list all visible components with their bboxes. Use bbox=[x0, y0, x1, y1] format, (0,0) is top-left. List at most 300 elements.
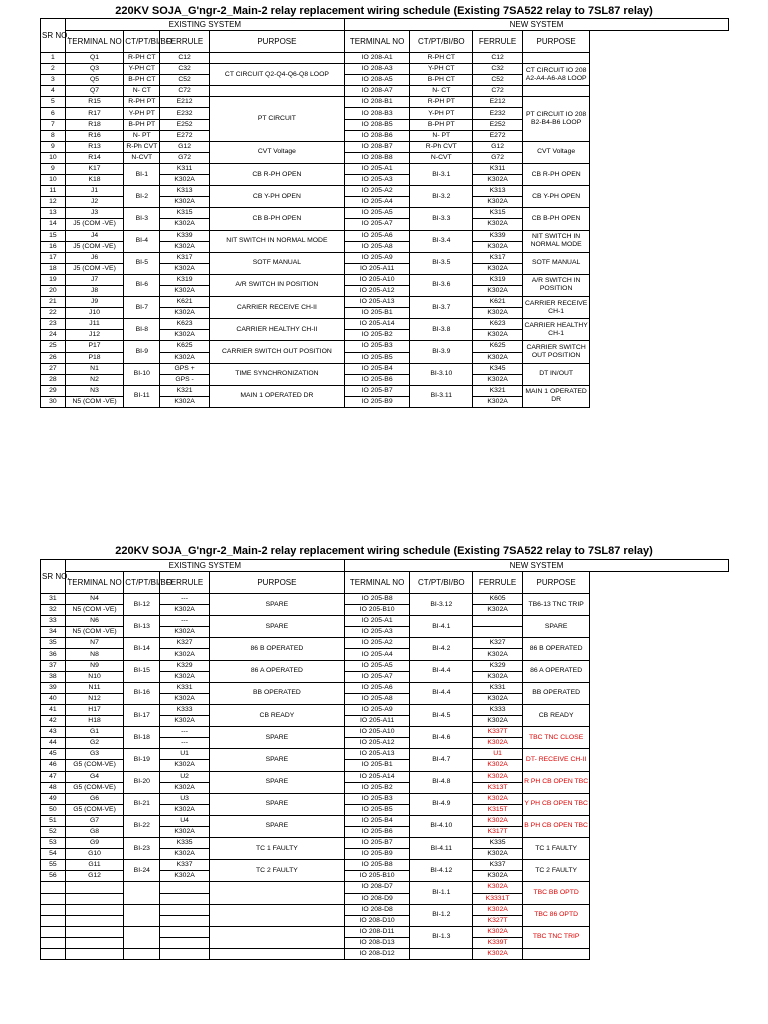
ferrule-cell: K335 bbox=[160, 838, 210, 849]
wiring-schedule-table-1 bbox=[40, 18, 729, 408]
new-ct-pt-cell: N-CVT bbox=[410, 152, 473, 163]
new-ferrule-cell: K302A bbox=[473, 949, 523, 960]
terminal-no-cell: G6 bbox=[65, 793, 124, 804]
sr-no-cell: 43 bbox=[41, 727, 66, 738]
ferrule-cell: K302A bbox=[160, 649, 210, 660]
ferrule-cell: K302A bbox=[160, 849, 210, 860]
new-terminal-no-cell: IO 205-B4 bbox=[344, 363, 409, 374]
new-ferrule-cell: K302A bbox=[473, 771, 523, 782]
terminal-no-cell: J5 (COM -VE) bbox=[65, 219, 124, 230]
sr-no-cell: 42 bbox=[41, 716, 66, 727]
table-row bbox=[41, 882, 729, 893]
new-ferrule-cell: K335 bbox=[473, 838, 523, 849]
purpose-cell: SPARE bbox=[209, 793, 344, 815]
sr-no-cell: 32 bbox=[41, 605, 66, 616]
ferrule-cell: K302A bbox=[160, 693, 210, 704]
new-purpose-cell: CB Y-PH OPEN bbox=[522, 186, 590, 208]
new-terminal-no-cell: IO 205-B7 bbox=[344, 385, 409, 396]
table-row bbox=[41, 385, 729, 396]
purpose-cell: CB R-PH OPEN bbox=[209, 163, 344, 185]
new-bi-cell: BI-3.4 bbox=[410, 230, 473, 252]
terminal-no-cell: R13 bbox=[65, 141, 124, 152]
ferrule-cell: GPS + bbox=[160, 363, 210, 374]
new-purpose-cell: CARRIER HEALTHY CH-1 bbox=[522, 319, 590, 341]
new-terminal-no-cell: IO 208-D9 bbox=[344, 893, 409, 904]
new-ferrule-cell: K311 bbox=[473, 163, 523, 174]
terminal-no-cell: P18 bbox=[65, 352, 124, 363]
purpose-cell: 86 B OPERATED bbox=[209, 638, 344, 660]
new-terminal-no-cell: IO 208-A5 bbox=[344, 75, 409, 86]
new-ferrule-cell: K313T bbox=[473, 782, 523, 793]
bi-cell: BI-24 bbox=[124, 860, 160, 882]
new-terminal-no-cell: IO 205-A8 bbox=[344, 241, 409, 252]
new-ferrule-cell: K339T bbox=[473, 937, 523, 948]
ferrule-cell: K302A bbox=[160, 219, 210, 230]
new-terminal-no-cell: IO 205-A4 bbox=[344, 649, 409, 660]
new-terminal-no-cell: IO 208-D7 bbox=[344, 882, 409, 893]
new-ferrule-cell: K625 bbox=[473, 341, 523, 352]
new-ferrule-cell: K337T bbox=[473, 727, 523, 738]
new-system-header: NEW SYSTEM bbox=[344, 560, 728, 572]
ferrule-cell bbox=[160, 882, 210, 893]
ferrule-cell: G12 bbox=[160, 141, 210, 152]
new-bi-cell: BI-3.2 bbox=[410, 186, 473, 208]
ferrule-cell bbox=[160, 915, 210, 926]
table-row bbox=[41, 152, 729, 163]
terminal-no-cell: G8 bbox=[65, 826, 124, 837]
new-bi-cell: BI-4.4 bbox=[410, 682, 473, 704]
sr-no-cell: 38 bbox=[41, 671, 66, 682]
terminal-no-cell: J8 bbox=[65, 285, 124, 296]
bi-cell: BI-19 bbox=[124, 749, 160, 771]
new-ferrule-cell: K621 bbox=[473, 297, 523, 308]
terminal-no-cell: N6 bbox=[65, 616, 124, 627]
new-terminal-no-cell: IO 205-A13 bbox=[344, 297, 409, 308]
sr-no-cell: 15 bbox=[41, 230, 66, 241]
sr-no-cell: 8 bbox=[41, 130, 66, 141]
table-row bbox=[41, 594, 729, 605]
sr-no-cell: 26 bbox=[41, 352, 66, 363]
purpose-cell: SOTF MANUAL bbox=[209, 252, 344, 274]
terminal-no-cell: N2 bbox=[65, 374, 124, 385]
new-purpose-cell: TBC TNC TRIP bbox=[522, 926, 590, 948]
table-row bbox=[41, 75, 729, 86]
terminal-no-cell: J11 bbox=[65, 319, 124, 330]
sr-no-cell: 39 bbox=[41, 682, 66, 693]
terminal-no-cell: N11 bbox=[65, 682, 124, 693]
terminal-no-cell bbox=[65, 882, 124, 893]
new-bi-cell: BI-3.10 bbox=[410, 363, 473, 385]
table-row bbox=[41, 230, 729, 241]
sr-no-cell bbox=[41, 904, 66, 915]
ferrule-cell: K302A bbox=[160, 716, 210, 727]
table-row bbox=[41, 838, 729, 849]
sr-no-cell: 33 bbox=[41, 616, 66, 627]
table-row bbox=[41, 97, 729, 108]
purpose-cell: SPARE bbox=[209, 594, 344, 616]
sr-no-cell: 37 bbox=[41, 660, 66, 671]
new-ferrule-cell: K302A bbox=[473, 396, 523, 407]
new-purpose-cell: 86 A OPERATED bbox=[522, 660, 590, 682]
new-terminal-no-cell: IO 205-B5 bbox=[344, 352, 409, 363]
new-purpose-cell: BB OPERATED bbox=[522, 682, 590, 704]
new-terminal-no-cell: IO 205-A1 bbox=[344, 163, 409, 174]
sr-no-cell: 23 bbox=[41, 319, 66, 330]
new-ferrule-cell: K302A bbox=[473, 374, 523, 385]
new-terminal-no-cell: IO 205-B7 bbox=[344, 838, 409, 849]
ferrule-cell: K331 bbox=[160, 682, 210, 693]
new-terminal-no-cell: IO 205-B10 bbox=[344, 605, 409, 616]
new-terminal-no-cell: IO 205-A11 bbox=[344, 263, 409, 274]
ferrule-cell: K329 bbox=[160, 660, 210, 671]
ferrule-cell: K333 bbox=[160, 704, 210, 715]
new-terminal-no-cell: IO 205-B8 bbox=[344, 594, 409, 605]
purpose-cell: CARRIER HEALTHY CH-II bbox=[209, 319, 344, 341]
ferrule-cell: E232 bbox=[160, 108, 210, 119]
table-row bbox=[41, 163, 729, 174]
ferrule-cell bbox=[160, 904, 210, 915]
sr-no-cell: 20 bbox=[41, 285, 66, 296]
new-bi-cell: BI-3.9 bbox=[410, 341, 473, 363]
terminal-no-cell: N3 bbox=[65, 385, 124, 396]
purpose-cell: CT CIRCUIT Q2-Q4-Q6-Q8 LOOP bbox=[209, 64, 344, 86]
terminal-no-cell: J6 bbox=[65, 252, 124, 263]
ferrule-cell: --- bbox=[160, 594, 210, 605]
new-bi-cell: BI-3.5 bbox=[410, 252, 473, 274]
bi-cell: BI-13 bbox=[124, 616, 160, 638]
new-terminal-no-cell: IO 205-A7 bbox=[344, 219, 409, 230]
ferrule-cell: K302A bbox=[160, 826, 210, 837]
new-ferrule-cell: K331 bbox=[473, 682, 523, 693]
purpose-cell: SPARE bbox=[209, 727, 344, 749]
bi-cell: BI-6 bbox=[124, 274, 160, 296]
new-terminal-no-cell: IO 208-B1 bbox=[344, 97, 409, 108]
wiring-schedule-table-2 bbox=[40, 559, 729, 960]
sr-no-cell: 45 bbox=[41, 749, 66, 760]
sr-no-cell bbox=[41, 949, 66, 960]
terminal-no-cell: N12 bbox=[65, 693, 124, 704]
bi-cell: BI-18 bbox=[124, 727, 160, 749]
terminal-no-cell: N5 (COM -VE) bbox=[65, 396, 124, 407]
new-ferrule-cell: C72 bbox=[473, 86, 523, 97]
new-terminal-no-cell: IO 208-D12 bbox=[344, 949, 409, 960]
new-terminal-no-cell: IO 208-A3 bbox=[344, 64, 409, 75]
ferrule-cell: U4 bbox=[160, 815, 210, 826]
purpose-cell: TIME SYNCHRONIZATION bbox=[209, 363, 344, 385]
sr-no-cell: 4 bbox=[41, 86, 66, 97]
existing-system-header: EXISTING SYSTEM bbox=[65, 560, 344, 572]
sr-no-cell bbox=[41, 915, 66, 926]
sr-no-cell: 52 bbox=[41, 826, 66, 837]
bi-cell: BI-7 bbox=[124, 297, 160, 319]
bi-cell: BI-1 bbox=[124, 163, 160, 185]
table-row bbox=[41, 638, 729, 649]
sr-no-cell: 25 bbox=[41, 341, 66, 352]
new-ferrule-cell: K302A bbox=[473, 738, 523, 749]
new-terminal-no-cell: IO 205-A9 bbox=[344, 704, 409, 715]
new-purpose-cell: CT CIRCUIT IO 208 A2-A4-A6-A8 LOOP bbox=[522, 64, 590, 86]
ferrule-cell bbox=[160, 949, 210, 960]
ferrule-cell: K302A bbox=[160, 352, 210, 363]
terminal-no-cell: N10 bbox=[65, 671, 124, 682]
new-ferrule-cell: K327 bbox=[473, 638, 523, 649]
new-ferrule-cell: E252 bbox=[473, 119, 523, 130]
sr-no-cell: 28 bbox=[41, 374, 66, 385]
purpose-cell: SPARE bbox=[209, 815, 344, 837]
purpose-cell: BB OPERATED bbox=[209, 682, 344, 704]
sr-no-header: SR NO. bbox=[41, 19, 66, 53]
purpose-cell: A/R SWITCH IN POSITION bbox=[209, 274, 344, 296]
purpose-cell: TC 1 FAULTY bbox=[209, 838, 344, 860]
ferrule-cell bbox=[160, 937, 210, 948]
terminal-no-cell: J12 bbox=[65, 330, 124, 341]
ferrule-cell: GPS - bbox=[160, 374, 210, 385]
bi-cell: BI-2 bbox=[124, 186, 160, 208]
ferrule-cell: --- bbox=[160, 738, 210, 749]
new-ferrule-cell: K302A bbox=[473, 760, 523, 771]
terminal-no-cell: H17 bbox=[65, 704, 124, 715]
table-row bbox=[41, 130, 729, 141]
new-ferrule-cell: K302A bbox=[473, 882, 523, 893]
new-ferrule-cell bbox=[473, 627, 523, 638]
new-ferrule-cell: E232 bbox=[473, 108, 523, 119]
new-ct-pt-cell: R-Ph CVT bbox=[410, 141, 473, 152]
purpose-cell bbox=[209, 926, 344, 948]
terminal-no-cell: K18 bbox=[65, 175, 124, 186]
new-ferrule-cell: G72 bbox=[473, 152, 523, 163]
purpose-cell: CB Y-PH OPEN bbox=[209, 186, 344, 208]
ferrule-cell: K625 bbox=[160, 341, 210, 352]
sr-no-cell: 9 bbox=[41, 141, 66, 152]
new-purpose-cell: TC 1 FAULTY bbox=[522, 838, 590, 860]
new-ferrule-cell: K605 bbox=[473, 594, 523, 605]
ferrule-cell: K311 bbox=[160, 163, 210, 174]
new-bi-cell: BI-1.3 bbox=[410, 926, 473, 948]
table-row bbox=[41, 727, 729, 738]
terminal-no-cell: Q3 bbox=[65, 64, 124, 75]
new-bi-cell: BI-3.6 bbox=[410, 274, 473, 296]
new-terminal-no-cell: IO 205-B2 bbox=[344, 330, 409, 341]
sr-no-cell: 6 bbox=[41, 108, 66, 119]
sr-no-cell: 53 bbox=[41, 838, 66, 849]
table-row bbox=[41, 904, 729, 915]
new-terminal-no-cell: IO 205-A6 bbox=[344, 682, 409, 693]
new-terminal-no-cell: IO 205-A12 bbox=[344, 738, 409, 749]
new-purpose-cell: DT IN/OUT bbox=[522, 363, 590, 385]
new-ferrule-cell: K302A bbox=[473, 285, 523, 296]
sr-no-cell: 7 bbox=[41, 119, 66, 130]
table-row bbox=[41, 682, 729, 693]
terminal-no-cell: G10 bbox=[65, 849, 124, 860]
new-terminal-no-cell: IO 205-B2 bbox=[344, 782, 409, 793]
new-terminal-no-cell: IO 205-A3 bbox=[344, 627, 409, 638]
terminal-no-cell: Q5 bbox=[65, 75, 124, 86]
new-terminal-no-cell: IO 205-A11 bbox=[344, 716, 409, 727]
new-purpose-cell: TB6-13 TNC TRIP bbox=[522, 594, 590, 616]
table-row bbox=[41, 108, 729, 119]
new-terminal-no-cell: IO 208-D11 bbox=[344, 926, 409, 937]
ferrule-cell: K302A bbox=[160, 871, 210, 882]
new-ferrule-cell bbox=[473, 616, 523, 627]
new-terminal-no-cell: IO 205-A14 bbox=[344, 319, 409, 330]
new-purpose-cell: B PH CB OPEN TBC bbox=[522, 815, 590, 837]
sr-no-cell: 40 bbox=[41, 693, 66, 704]
existing-system-header: EXISTING SYSTEM bbox=[65, 19, 344, 31]
new-ct-pt-cell: R-PH PT bbox=[410, 97, 473, 108]
bi-cell: BI-12 bbox=[124, 594, 160, 616]
sr-no-cell: 55 bbox=[41, 860, 66, 871]
new-bi-cell: BI-4.7 bbox=[410, 749, 473, 771]
terminal-no-cell: J2 bbox=[65, 197, 124, 208]
new-system-header: NEW SYSTEM bbox=[344, 19, 728, 31]
terminal-no-header: TERMINAL NO bbox=[65, 31, 124, 53]
new-purpose-cell: MAIN 1 OPERATED DR bbox=[522, 385, 590, 407]
sr-no-cell: 46 bbox=[41, 760, 66, 771]
ferrule-cell: K317 bbox=[160, 252, 210, 263]
new-ct-pt-cell: B-PH CT bbox=[410, 75, 473, 86]
purpose-cell: CARRIER SWITCH OUT POSITION bbox=[209, 341, 344, 363]
new-ferrule-cell: G12 bbox=[473, 141, 523, 152]
new-ct-pt-cell: N- PT bbox=[410, 130, 473, 141]
ct-pt-cell: B-PH CT bbox=[124, 75, 160, 86]
ferrule-cell: --- bbox=[160, 616, 210, 627]
bi-cell: BI-21 bbox=[124, 793, 160, 815]
table-row bbox=[41, 363, 729, 374]
terminal-no-cell: R14 bbox=[65, 152, 124, 163]
bi-cell: BI-16 bbox=[124, 682, 160, 704]
new-bi-cell: BI-4.6 bbox=[410, 727, 473, 749]
sr-no-cell: 12 bbox=[41, 197, 66, 208]
ferrule-cell: C72 bbox=[160, 86, 210, 97]
new-bi-cell: BI-3.7 bbox=[410, 297, 473, 319]
terminal-no-cell: G4 bbox=[65, 771, 124, 782]
terminal-no-cell: P17 bbox=[65, 341, 124, 352]
ferrule-cell: E272 bbox=[160, 130, 210, 141]
purpose-header: PURPOSE bbox=[209, 31, 344, 53]
new-bi-cell: BI-4.5 bbox=[410, 704, 473, 726]
purpose-cell: 86 A OPERATED bbox=[209, 660, 344, 682]
sr-no-cell: 49 bbox=[41, 793, 66, 804]
sr-no-cell: 10 bbox=[41, 152, 66, 163]
ferrule-cell: K327 bbox=[160, 638, 210, 649]
new-terminal-no-cell: IO 205-B8 bbox=[344, 860, 409, 871]
new-purpose-cell: SOTF MANUAL bbox=[522, 252, 590, 274]
new-terminal-no-cell: IO 208-D8 bbox=[344, 904, 409, 915]
ct-pt-cell: B-PH PT bbox=[124, 119, 160, 130]
new-ferrule-cell: U1 bbox=[473, 749, 523, 760]
new-ct-pt-bi-bo-header: CT/PT/BI/BO bbox=[410, 31, 473, 53]
terminal-no-cell: G1 bbox=[65, 727, 124, 738]
new-terminal-no-cell: IO 205-B9 bbox=[344, 849, 409, 860]
ferrule-cell: K302A bbox=[160, 605, 210, 616]
ct-pt-bi-bo-header: CT/PT/BI/BO bbox=[124, 572, 160, 594]
terminal-no-cell bbox=[65, 893, 124, 904]
new-ferrule-cell: C12 bbox=[473, 53, 523, 64]
sr-no-cell: 14 bbox=[41, 219, 66, 230]
ct-pt-cell: R-Ph CVT bbox=[124, 141, 160, 152]
terminal-no-cell: J5 (COM -VE) bbox=[65, 241, 124, 252]
table-row bbox=[41, 771, 729, 782]
ferrule-cell: K302A bbox=[160, 330, 210, 341]
new-ferrule-cell: K302A bbox=[473, 793, 523, 804]
sr-no-header: SR NO. bbox=[41, 560, 66, 594]
sr-no-cell: 19 bbox=[41, 274, 66, 285]
bi-cell bbox=[124, 882, 160, 904]
new-ferrule-cell: K302A bbox=[473, 671, 523, 682]
new-terminal-no-cell: IO 205-B3 bbox=[344, 793, 409, 804]
new-terminal-no-cell: IO 205-B6 bbox=[344, 826, 409, 837]
ferrule-cell: K319 bbox=[160, 274, 210, 285]
bi-cell: BI-17 bbox=[124, 704, 160, 726]
sr-no-cell: 3 bbox=[41, 75, 66, 86]
sr-no-cell bbox=[41, 882, 66, 893]
purpose-cell: CARRIER RECEIVE CH-II bbox=[209, 297, 344, 319]
new-purpose-cell: CB B-PH OPEN bbox=[522, 208, 590, 230]
bi-cell bbox=[124, 904, 160, 926]
new-purpose-cell: Y PH CB OPEN TBC bbox=[522, 793, 590, 815]
bi-cell: BI-23 bbox=[124, 838, 160, 860]
new-ferrule-cell: K317T bbox=[473, 826, 523, 837]
table-row bbox=[41, 949, 729, 960]
new-bi-cell: BI-3.12 bbox=[410, 594, 473, 616]
purpose-cell bbox=[209, 86, 344, 97]
sr-no-cell: 36 bbox=[41, 649, 66, 660]
bi-cell: BI-22 bbox=[124, 815, 160, 837]
sr-no-cell: 9 bbox=[41, 163, 66, 174]
new-ferrule-cell: K315T bbox=[473, 804, 523, 815]
ferrule-cell: K337 bbox=[160, 860, 210, 871]
new-terminal-no-cell: IO 205-A7 bbox=[344, 671, 409, 682]
ct-pt-cell: N-CVT bbox=[124, 152, 160, 163]
new-purpose-cell: CARRIER RECEIVE CH-1 bbox=[522, 297, 590, 319]
ferrule-cell: K302A bbox=[160, 782, 210, 793]
ct-pt-cell: N- PT bbox=[124, 130, 160, 141]
new-bi-cell: BI-4.1 bbox=[410, 616, 473, 638]
new-terminal-no-cell: IO 205-A3 bbox=[344, 175, 409, 186]
new-ferrule-header: FERRULE bbox=[473, 572, 523, 594]
new-purpose-cell: NIT SWITCH IN NORMAL MODE bbox=[522, 230, 590, 252]
ferrule-cell: C52 bbox=[160, 75, 210, 86]
new-ferrule-cell: K302A bbox=[473, 197, 523, 208]
table-row bbox=[41, 252, 729, 263]
purpose-cell: SPARE bbox=[209, 771, 344, 793]
new-ct-pt-cell: Y-PH PT bbox=[410, 108, 473, 119]
new-bi-cell: BI-1.1 bbox=[410, 882, 473, 904]
sr-no-cell: 29 bbox=[41, 385, 66, 396]
purpose-cell: PT CIRCUIT bbox=[209, 97, 344, 141]
new-ct-pt-cell: N- CT bbox=[410, 86, 473, 97]
terminal-no-cell: J1 bbox=[65, 186, 124, 197]
terminal-no-cell: N1 bbox=[65, 363, 124, 374]
ferrule-cell: K302A bbox=[160, 263, 210, 274]
new-terminal-no-cell: IO 205-B6 bbox=[344, 374, 409, 385]
ferrule-cell: K302A bbox=[160, 760, 210, 771]
new-bi-cell: BI-4.9 bbox=[410, 793, 473, 815]
new-terminal-no-cell: IO 208-D13 bbox=[344, 937, 409, 948]
new-bi-cell: BI-4.8 bbox=[410, 771, 473, 793]
new-terminal-no-cell: IO 205-A14 bbox=[344, 771, 409, 782]
terminal-no-cell: H18 bbox=[65, 716, 124, 727]
new-terminal-no-cell: IO 205-A13 bbox=[344, 749, 409, 760]
purpose-cell bbox=[209, 949, 344, 960]
table-row bbox=[41, 297, 729, 308]
ferrule-header: FERRULE bbox=[160, 572, 210, 594]
new-terminal-no-cell: IO 205-A5 bbox=[344, 660, 409, 671]
terminal-no-cell bbox=[65, 926, 124, 937]
purpose-cell: MAIN 1 OPERATED DR bbox=[209, 385, 344, 407]
terminal-no-cell bbox=[65, 904, 124, 915]
new-terminal-no-cell: IO 208-D10 bbox=[344, 915, 409, 926]
